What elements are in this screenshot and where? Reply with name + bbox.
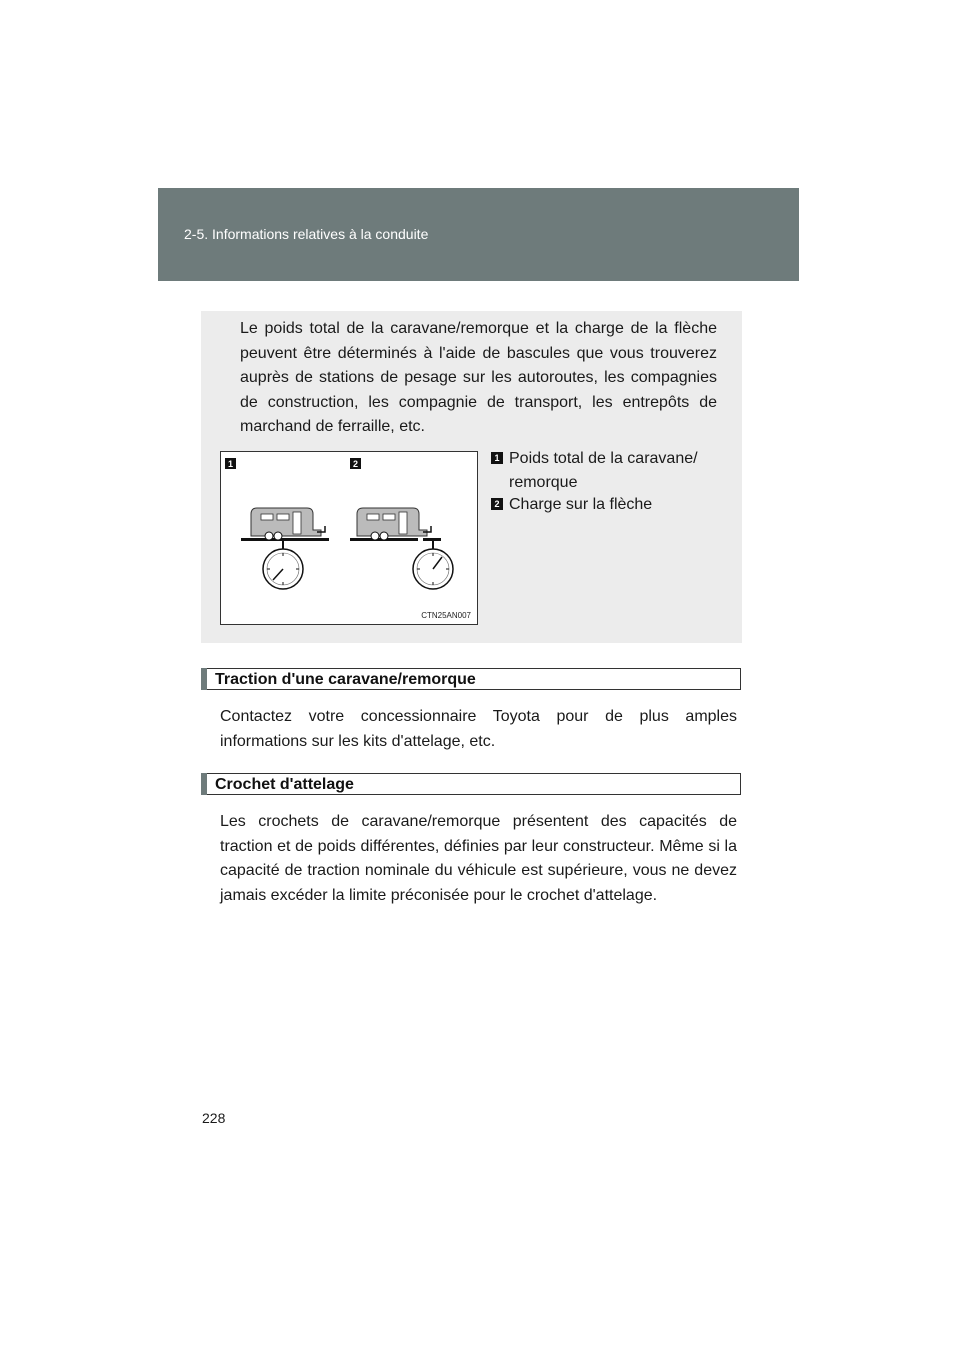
figure-code: CTN25AN007	[421, 611, 471, 620]
info-paragraph: Le poids total de la caravane/remorque et la charge de la flèche peuvent être déterminés à l'aide de bascules que vous trouverez auprès de stations de pesage sur les autoroutes, les compagnies de construction, les compagnie de transport, les entrepôts de marchand de ferraille, etc.	[240, 320, 717, 435]
svg-text:2: 2	[352, 459, 359, 469]
legend-number-1: 1	[491, 452, 503, 464]
gauge-1-icon	[263, 541, 303, 589]
callout-2-marker	[350, 458, 361, 469]
gauge-2-icon	[413, 541, 453, 589]
caravan-on-scale-icon	[241, 508, 329, 541]
section-body-hitch: Les crochets de caravane/remorque présentent des capacités de traction et de poids différentes, définies par leur constructeur. Même si la capacité de traction nominale du véhicule est supérieure, vous ne devez jamais excéder la limite préconisée pour le crochet d'attelage.	[220, 813, 737, 904]
callout-1-marker	[225, 458, 236, 469]
legend-item-1	[491, 447, 721, 495]
page-number: 228	[202, 1110, 226, 1126]
legend-number-2: 2	[491, 498, 503, 510]
section-heading-hitch	[207, 773, 741, 795]
section-breadcrumb: 2-5. Informations relatives à la conduite	[184, 226, 429, 242]
info-box	[201, 311, 742, 643]
heading-accent-bar	[201, 773, 207, 795]
section-heading-towing	[207, 668, 741, 690]
legend-item-2	[491, 493, 721, 517]
header-band	[158, 188, 799, 281]
weighing-illustration	[220, 451, 478, 625]
section-title-towing: Traction d'une caravane/remorque	[215, 671, 476, 688]
hitch-on-scale-icon	[350, 508, 441, 541]
section-body-towing: Contactez votre concessionnaire Toyota pour de plus amples informations sur les kits d'attelage, etc.	[220, 708, 737, 750]
section-title-hitch: Crochet d'attelage	[215, 776, 354, 793]
svg-text:1: 1	[227, 459, 234, 469]
scale-diagram	[221, 452, 477, 624]
legend-text-1: Poids total de la caravane/ remorque	[509, 450, 698, 491]
heading-accent-bar	[201, 668, 207, 690]
legend-text-2: Charge sur la flèche	[509, 496, 653, 513]
